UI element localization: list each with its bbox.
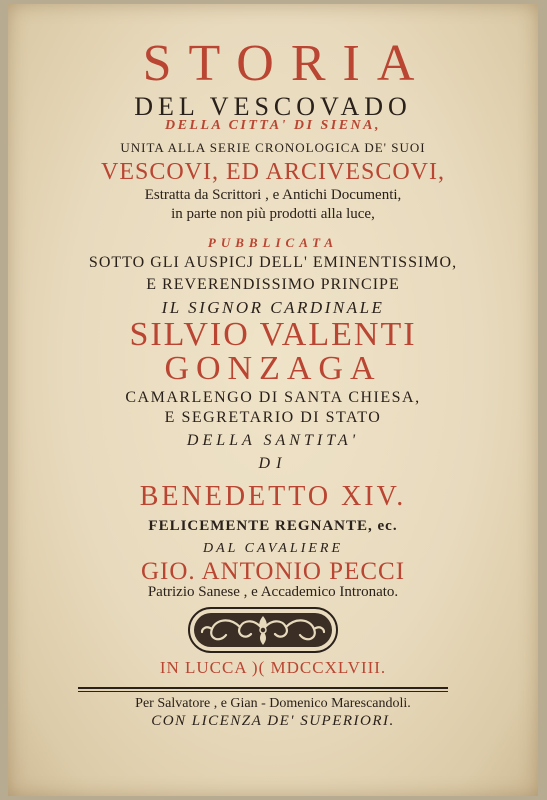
imprint-place-date: IN LUCCA )( MDCCXLVIII.: [159, 658, 387, 677]
title-page: [8, 4, 538, 796]
lord-cardinal-line: IL SIGNOR CARDINALE: [161, 298, 385, 317]
by-knight-line: DAL CAVALIERE: [202, 541, 344, 556]
of-line: DI: [258, 455, 288, 472]
bishops-line: VESCOVI, ED ARCIVESCOVI,: [100, 159, 445, 185]
pope-name: BENEDETTO XIV.: [139, 481, 407, 512]
license-line: CON LICENZA DE' SUPERIORI.: [151, 713, 395, 729]
published-line: PUBBLICATA: [207, 235, 339, 250]
extracted-line: Estratta da Scrittori , e Antichi Documenti,: [144, 187, 402, 203]
auspices-line: SOTTO GLI AUSPICJ DELL' EMINENTISSIMO,: [88, 254, 458, 271]
united-line: UNITA ALLA SERIE CRONOLOGICA DE' SUOI: [120, 140, 426, 155]
book-title: STORIA: [142, 35, 432, 92]
chamberlain-line: CAMARLENGO DI SANTA CHIESA,: [125, 389, 421, 406]
reigning-line: FELICEMENTE REGNANTE, ec.: [148, 518, 398, 534]
city-line: DELLA CITTA' DI SIENA,: [164, 118, 382, 133]
author-titles: Patrizio Sanese , e Accademico Intronato.: [147, 584, 399, 600]
fleuron-ornament-icon: [188, 607, 338, 653]
holiness-line: DELLA SANTITA': [186, 432, 360, 449]
author-name: GIO. ANTONIO PECCI: [140, 558, 406, 585]
dedicatee-first-name: SILVIO VALENTI: [129, 316, 417, 353]
in-part-line: in parte non più prodotti alla luce,: [171, 206, 375, 222]
imprint-rule-thin: [78, 691, 448, 692]
secretary-line: E SEGRETARIO DI STATO: [164, 409, 382, 426]
dedicatee-last-name: GONZAGA: [164, 350, 382, 387]
reverend-prince-line: E REVERENDISSIMO PRINCIPE: [146, 276, 400, 293]
printers-line: Per Salvatore , e Gian - Domenico Marescandoli.: [135, 696, 411, 711]
book-subtitle: DEL VESCOVADO: [134, 92, 412, 121]
imprint-rule: [78, 687, 448, 689]
